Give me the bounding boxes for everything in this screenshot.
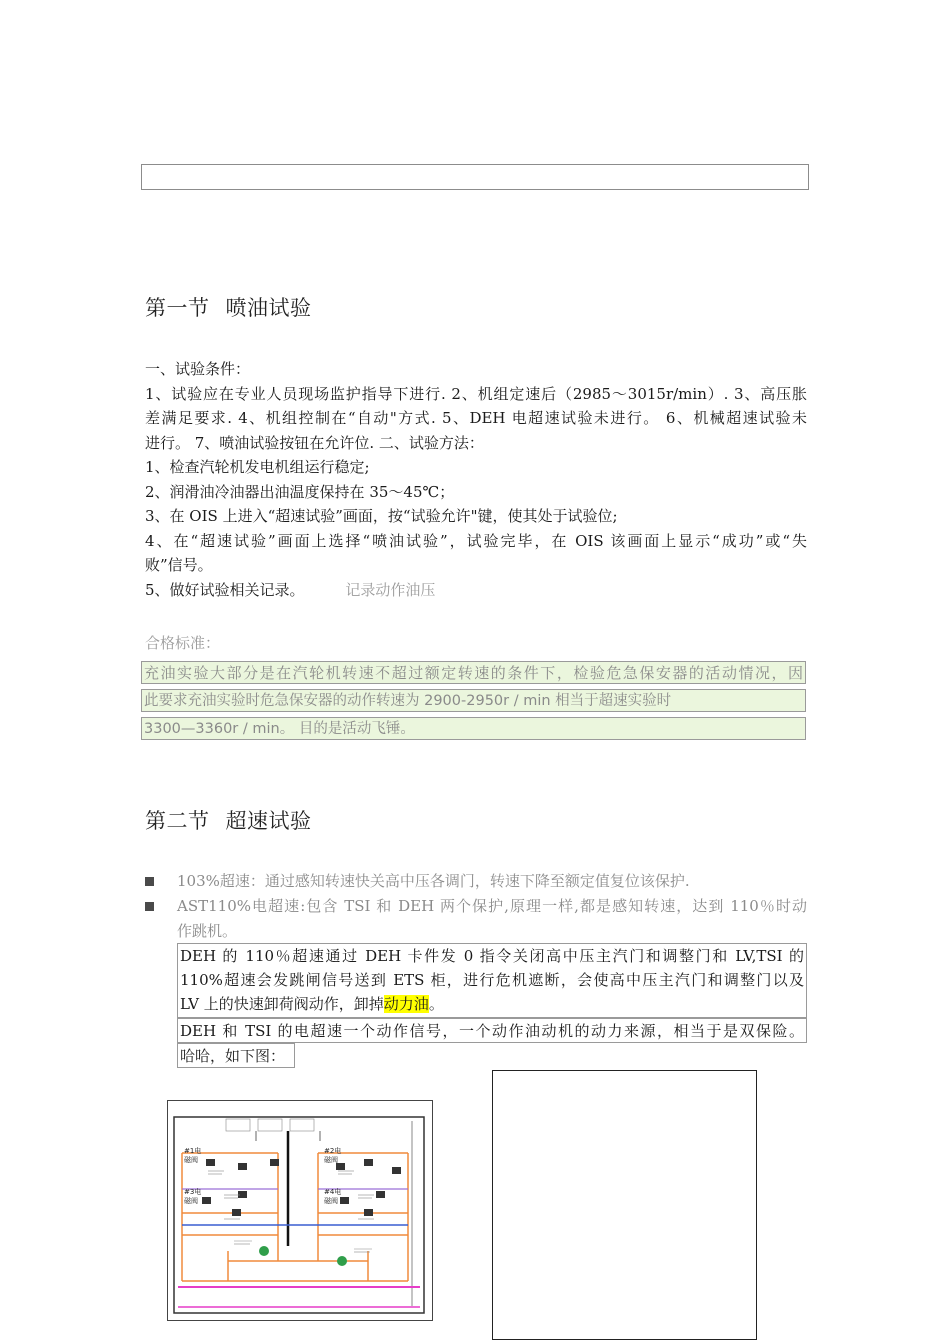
diagram-inner-frame [174,1117,424,1313]
valve3-label: #3电 [184,1188,202,1196]
conditions-line: 进行。 7、喷油试验按钮在允许位. 二、试验方法： [145,433,484,452]
test-conditions [145,357,807,602]
valve3-label-b: 磁阀 [184,1197,198,1205]
standard-label: 合格标准： [145,634,221,652]
standard-row: 此要求充油实验时危急保安器的动作转速为 2900-2950r / min 相当于超速实验时 [141,689,806,712]
conditions-title: 一、试验条件： [145,360,251,378]
bullet-text: 103%超速：通过感知转速快关高中压各调门，转速下降至额定值复位该保护. [177,872,690,890]
diagram-svg [168,1101,432,1320]
see-figure-box [177,1043,295,1068]
empty-header-box [141,164,809,190]
square-bullet-icon [145,902,154,911]
orange-oil-lines [182,1153,408,1281]
conditions-line: 差满足要求. 4、机组控制在“自动"方式. 5、DEH 电超速试验未进行。 6、机械超速试验未 [145,409,807,427]
diagram-top-tags [226,1119,314,1131]
method-line: 2、润滑油冷油器出油温度保持在 35～45℃； [145,482,455,501]
bullet-item [145,869,807,894]
method-line: 3、在 OIS 上进入“超速试验”画面，按“试验允许"键，使其处于试验位; [145,507,618,525]
method-last-text: 5、做好试验相关记录。 [145,580,305,599]
bullet-text-cont: 作跳机。 [177,922,238,940]
method-line: 败”信号。 [145,556,213,574]
valve2-label-b: 磁阀 [324,1156,338,1164]
explanation-text: LV 上的快速卸荷阀动作，卸掉 [180,995,384,1013]
explanation-text: 。 [428,995,444,1013]
method-last-line [145,578,807,603]
valve4-label: #4电 [324,1188,342,1196]
section1-heading-title: 喷油试验 [225,296,312,320]
empty-figure-frame [492,1070,757,1340]
section2-heading-prefix: 第二节 [145,809,210,833]
section1-heading-prefix: 第一节 [145,296,210,320]
green-pump-icon [337,1256,347,1266]
record-oil-pressure-note: 记录动作油压 [345,580,436,599]
explanation-line: 110%超速会发跳闸信号送到 ETS 柜，进行危机遮断，会使高中压主汽门和调整门以及 [180,971,804,989]
overspeed-bullets [145,869,807,944]
standard-row: 充油实验大部分是在汽轮机转速不超过额定转速的条件下，检验危急保安器的活动情况，因 [141,661,806,684]
explanation-line: DEH 和 TSI 的电超速一个动作信号，一个动作油动机的动力来源，相当于是双保险。 [180,1022,804,1040]
deh-tsi-explanation-box [177,943,807,1018]
section2-heading [145,805,312,835]
valve-icons [202,1159,401,1216]
section2-heading-title: 超速试验 [225,809,312,833]
explanation-line: DEH 的 110％超速通过 DEH 卡件发 0 指令关闭高中压主汽门和调整门和 LV,TSI 的 [180,947,804,965]
method-line: 1、检查汽轮机发电机组运行稳定; [145,458,370,476]
bullet-item [145,894,807,944]
conditions-line: 1、试验应在专业人员现场监护指导下进行. 2、机组定速后（2985～3015r/min）. 3、高压胀 [145,384,807,403]
section1-heading [145,292,312,322]
valve2-label: #2电 [324,1147,342,1155]
double-insurance-box [177,1018,807,1043]
bullet-text: AST110%电超速:包含 TSI 和 DEH 两个保护,原理一样,都是感知转速，达到 110％时动 [177,897,807,915]
valve4-label-b: 磁阀 [324,1197,338,1205]
highlighted-power-oil: 动力油 [383,995,429,1013]
valve1-label: #1电 [184,1147,202,1155]
explanation-line [180,992,804,1016]
green-pump-icon [259,1246,269,1256]
standard-row: 3300—3360r / min。 目的是活动飞锤。 [141,717,806,740]
valve1-label-b: 磁阀 [184,1156,198,1164]
square-bullet-icon [145,877,154,886]
explanation-line: 哈哈，如下图： [180,1047,286,1065]
method-line: 4、在“超速试验”画面上选择“喷油试验”，试验完毕，在 OIS 该画面上显示“成功”或“失 [145,531,807,550]
solenoid-valve-diagram [167,1100,433,1321]
